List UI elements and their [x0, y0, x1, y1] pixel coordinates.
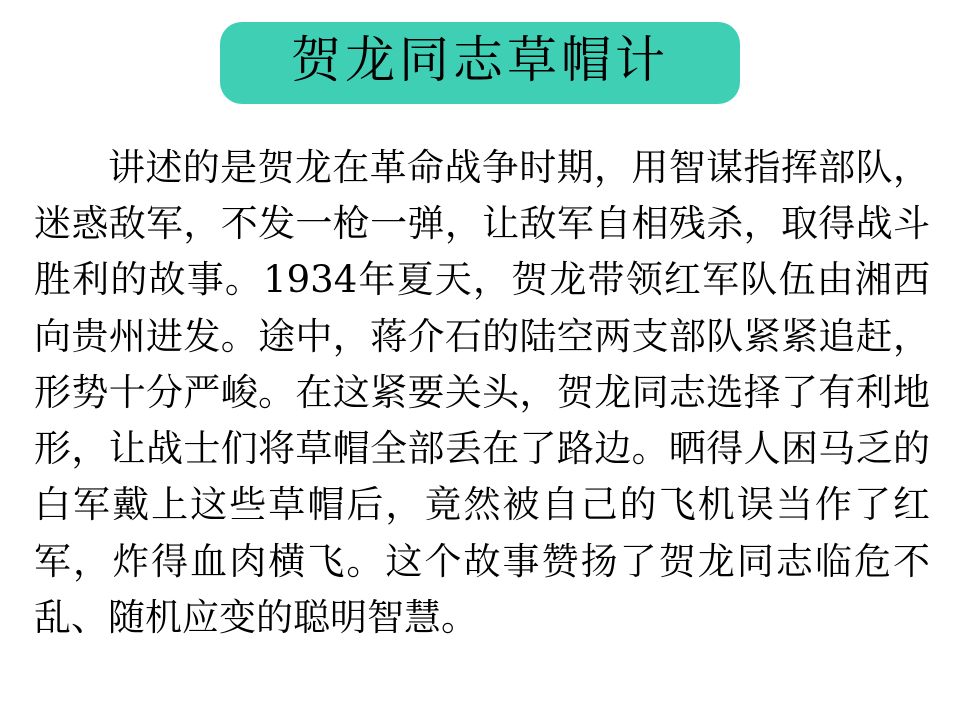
page-title: 贺龙同志草帽计 [291, 31, 669, 89]
body-container [34, 140, 930, 646]
title-container [0, 22, 960, 104]
body-paragraph: 讲述的是贺龙在革命战争时期，用智谋指挥部队，迷惑敌军，不发一枪一弹，让敌军自相残杀，取得战斗胜利的故事。1934年夏天，贺龙带领红军队伍由湘西向贵州进发。途中，蒋介石的陆空两支部队紧紧追赶，形势十分严峻。在这紧要关头，贺龙同志选择了有利地形，让战士们将草帽全部丢在了路边。晒得人困马乏的白军戴上这些草帽后，竟然被自己的飞机误当作了红军，炸得血肉横飞。这个故事赞扬了贺龙同志临危不乱、随机应变的聪明智慧。 [34, 146, 930, 639]
title-badge [220, 22, 740, 104]
